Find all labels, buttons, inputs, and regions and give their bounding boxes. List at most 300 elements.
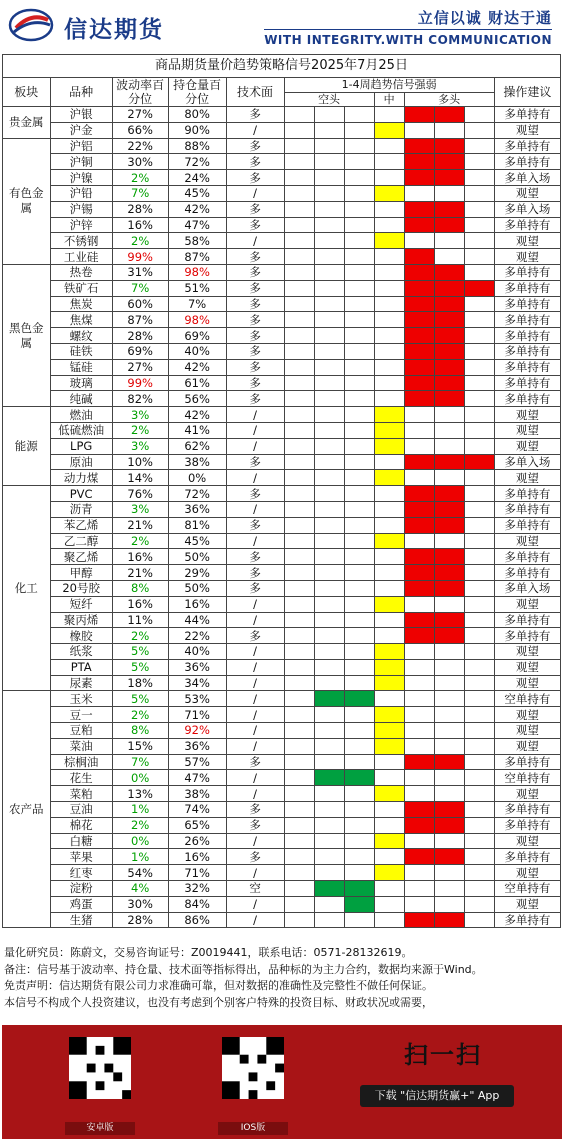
signal-cell-empty [344,596,374,612]
signal-cell-empty [404,596,434,612]
signal-cell-empty [344,454,374,470]
table-row [3,881,561,897]
oi-percentile: 34% [168,675,226,691]
signal-cell-empty [314,107,344,123]
signal-cell-empty [404,691,434,707]
oi-percentile: 65% [168,817,226,833]
signal-cell-long [404,754,434,770]
signal-cell-empty [344,343,374,359]
oi-percentile: 72% [168,154,226,170]
signal-cell-empty [464,122,494,138]
table-row [3,628,561,644]
oi-percentile: 86% [168,912,226,928]
signal-cell-empty [374,249,404,265]
oi-percentile: 44% [168,612,226,628]
signal-cell-empty [434,659,464,675]
advice: 多单持有 [494,312,560,328]
signal-cell-empty [464,407,494,423]
signal-cell-empty [434,533,464,549]
signal-cell-empty [374,501,404,517]
signal-cell-empty [434,438,464,454]
signal-cell-empty [404,233,434,249]
signal-cell-long [404,391,434,407]
signal-cell-empty [404,533,434,549]
product-name: 豆粕 [50,723,112,739]
advice: 观望 [494,865,560,881]
vol-percentile: 21% [112,517,168,533]
oi-percentile: 0% [168,470,226,486]
signal-cell-empty [374,296,404,312]
advice: 观望 [494,438,560,454]
vol-percentile: 22% [112,138,168,154]
vol-percentile: 28% [112,201,168,217]
signal-cell-long [404,343,434,359]
vol-percentile: 99% [112,375,168,391]
signal-cell-long [434,107,464,123]
signal-cell-short [314,691,344,707]
signal-cell-empty [434,881,464,897]
advice: 观望 [494,723,560,739]
advice: 多单入场 [494,170,560,186]
tech-signal: 多 [226,391,284,407]
signal-cell-empty [464,486,494,502]
table-row [3,122,561,138]
signal-cell-empty [464,849,494,865]
advice: 多单持有 [494,549,560,565]
advice: 多单持有 [494,486,560,502]
signal-cell-empty [344,912,374,928]
signal-cell-long [434,138,464,154]
signal-cell-long [434,580,464,596]
vol-percentile: 99% [112,249,168,265]
oi-percentile: 84% [168,896,226,912]
signal-cell-empty [374,343,404,359]
oi-percentile: 88% [168,138,226,154]
signal-cell-empty [344,138,374,154]
oi-percentile: 41% [168,422,226,438]
product-name: 白糖 [50,833,112,849]
advice: 空单持有 [494,691,560,707]
slogan-en: WITH INTEGRITY.WITH COMMUNICATION [264,33,552,47]
product-name: 不锈钢 [50,233,112,249]
signal-cell-neutral [374,185,404,201]
table-row [3,896,561,912]
ios-qr-icon[interactable] [222,1037,284,1099]
advice: 多单入场 [494,201,560,217]
signal-cell-long [434,454,464,470]
table-row [3,154,561,170]
signal-cell-empty [344,407,374,423]
vol-percentile: 60% [112,296,168,312]
vol-percentile: 7% [112,280,168,296]
signal-cell-empty [374,454,404,470]
tech-signal: / [226,470,284,486]
signal-cell-long [434,849,464,865]
oi-percentile: 72% [168,486,226,502]
advice: 多单持有 [494,628,560,644]
vol-percentile: 5% [112,644,168,660]
vol-percentile: 2% [112,170,168,186]
signal-cell-empty [434,723,464,739]
product-name: 原油 [50,454,112,470]
signal-cell-empty [314,612,344,628]
tech-signal: 多 [226,817,284,833]
signal-cell-long [434,359,464,375]
signal-cell-empty [284,138,314,154]
signal-cell-neutral [374,723,404,739]
advice: 观望 [494,644,560,660]
signal-cell-empty [314,217,344,233]
product-name: PVC [50,486,112,502]
vol-percentile: 27% [112,107,168,123]
oi-percentile: 53% [168,691,226,707]
signal-cell-empty [284,675,314,691]
signal-cell-empty [434,738,464,754]
col-vol: 波动率百分位 [112,78,168,107]
vol-percentile: 8% [112,580,168,596]
signal-cell-long [404,802,434,818]
oi-percentile: 50% [168,549,226,565]
oi-percentile: 74% [168,802,226,818]
signal-cell-empty [404,865,434,881]
table-row [3,233,561,249]
signal-cell-neutral [374,422,404,438]
signal-cell-empty [284,786,314,802]
vol-percentile: 28% [112,912,168,928]
col-advice: 操作建议 [494,78,560,107]
signal-cell-empty [314,438,344,454]
ios-label: IOS版 [218,1122,288,1135]
vol-percentile: 16% [112,217,168,233]
signal-cell-empty [344,233,374,249]
table-row [3,422,561,438]
signal-cell-empty [464,549,494,565]
oi-percentile: 71% [168,707,226,723]
signal-cell-empty [464,896,494,912]
product-name: 硅铁 [50,343,112,359]
vol-percentile: 11% [112,612,168,628]
vol-percentile: 15% [112,738,168,754]
sector-name: 化工 [3,486,51,691]
table-row [3,138,561,154]
footer-disclaimer: 免责声明：信达期货有限公司力求准确可靠，但对数据的准确性及完整性不做任何保证。 [4,979,433,992]
oi-percentile: 51% [168,280,226,296]
product-name: 低硫燃油 [50,422,112,438]
signal-cell-empty [314,707,344,723]
signal-cell-empty [284,122,314,138]
signal-cell-empty [404,644,434,660]
signal-cell-empty [374,154,404,170]
advice: 观望 [494,533,560,549]
oi-percentile: 71% [168,865,226,881]
signal-cell-long [404,264,434,280]
signal-cell-empty [374,817,404,833]
product-name: 棕榈油 [50,754,112,770]
signal-cell-empty [284,691,314,707]
signal-cell-neutral [374,738,404,754]
signal-cell-empty [464,754,494,770]
table-row [3,264,561,280]
tech-signal: 多 [226,343,284,359]
advice: 观望 [494,659,560,675]
tech-signal: 多 [226,628,284,644]
signal-cell-long [434,264,464,280]
signal-cell-long [404,565,434,581]
oi-percentile: 92% [168,723,226,739]
product-name: 纸浆 [50,644,112,660]
signal-cell-empty [284,438,314,454]
signal-cell-empty [464,185,494,201]
tech-signal: 多 [226,170,284,186]
signal-cell-long [404,154,434,170]
signal-cell-empty [284,881,314,897]
signal-cell-empty [434,249,464,265]
signal-cell-empty [464,343,494,359]
signal-cell-empty [284,754,314,770]
signal-cell-empty [284,612,314,628]
product-name: 动力煤 [50,470,112,486]
signal-cell-long [404,296,434,312]
signal-cell-empty [344,470,374,486]
signal-cell-empty [284,375,314,391]
signal-cell-long [434,486,464,502]
signal-cell-empty [344,249,374,265]
signal-cell-empty [344,849,374,865]
signal-cell-empty [284,170,314,186]
signal-cell-empty [374,565,404,581]
signal-cell-empty [344,517,374,533]
tech-signal: 多 [226,201,284,217]
signal-cell-empty [284,107,314,123]
tech-signal: 多 [226,249,284,265]
signal-cell-empty [374,770,404,786]
table-row [3,723,561,739]
signal-cell-empty [314,817,344,833]
signal-cell-empty [374,138,404,154]
signal-cell-empty [464,833,494,849]
signal-cell-empty [464,628,494,644]
signal-cell-empty [314,517,344,533]
advice: 观望 [494,185,560,201]
signal-cell-long [404,280,434,296]
signal-cell-empty [464,422,494,438]
tech-signal: / [226,738,284,754]
tech-signal: / [226,659,284,675]
signal-cell-empty [464,470,494,486]
tech-signal: / [226,501,284,517]
cinda-logo-icon [8,8,54,42]
signal-cell-empty [434,786,464,802]
signal-cell-empty [284,280,314,296]
signal-cell-empty [284,628,314,644]
product-name: 玉米 [50,691,112,707]
product-name: 短纤 [50,596,112,612]
signal-cell-empty [284,264,314,280]
tech-signal: 多 [226,754,284,770]
vol-percentile: 27% [112,359,168,375]
signal-cell-empty [344,817,374,833]
signal-cell-neutral [374,644,404,660]
signal-cell-empty [464,802,494,818]
signal-table [2,54,561,928]
signal-cell-empty [464,533,494,549]
table-row [3,691,561,707]
tech-signal: / [226,596,284,612]
signal-cell-empty [344,375,374,391]
oi-percentile: 22% [168,628,226,644]
signal-cell-empty [374,486,404,502]
advice: 观望 [494,407,560,423]
tech-signal: 多 [226,486,284,502]
download-app-button[interactable]: 下载 "信达期货赢+" App [360,1085,514,1107]
signal-cell-long [464,454,494,470]
signal-cell-empty [434,896,464,912]
tech-signal: / [226,533,284,549]
tech-signal: / [226,122,284,138]
signal-cell-empty [464,312,494,328]
table-row [3,817,561,833]
signal-cell-neutral [374,438,404,454]
tech-signal: / [226,707,284,723]
tech-signal: 多 [226,312,284,328]
signal-cell-empty [284,517,314,533]
table-row [3,596,561,612]
vol-percentile: 21% [112,565,168,581]
signal-cell-empty [374,280,404,296]
signal-cell-empty [464,565,494,581]
tech-signal: 多 [226,454,284,470]
signal-cell-empty [284,865,314,881]
signal-cell-empty [344,122,374,138]
signal-cell-empty [464,154,494,170]
tech-signal: / [226,185,284,201]
table-row [3,312,561,328]
signal-cell-long [404,312,434,328]
signal-cell-empty [344,296,374,312]
signal-cell-empty [344,659,374,675]
advice: 多单持有 [494,154,560,170]
android-qr-icon[interactable] [69,1037,131,1099]
advice: 观望 [494,896,560,912]
signal-cell-empty [344,312,374,328]
signal-cell-empty [374,912,404,928]
signal-cell-empty [464,596,494,612]
vol-percentile: 30% [112,896,168,912]
tech-signal: / [226,691,284,707]
signal-cell-empty [464,375,494,391]
signal-cell-empty [374,628,404,644]
signal-cell-empty [314,454,344,470]
signal-cell-empty [464,865,494,881]
table-row [3,391,561,407]
signal-cell-empty [314,280,344,296]
signal-cell-empty [314,628,344,644]
signal-cell-empty [314,786,344,802]
signal-cell-empty [374,359,404,375]
signal-cell-long [434,549,464,565]
footer-researcher: 量化研究员：陈蔚文，交易咨询证号：Z0019441，联系电话：0571-28132619。 [4,946,413,959]
advice: 多单持有 [494,359,560,375]
signal-cell-empty [314,470,344,486]
signal-cell-empty [284,454,314,470]
advice: 观望 [494,596,560,612]
tech-signal: 多 [226,517,284,533]
signal-cell-long [434,343,464,359]
product-name: 甲醇 [50,565,112,581]
table-row [3,359,561,375]
signal-cell-neutral [374,833,404,849]
signal-cell-empty [284,486,314,502]
signal-cell-short [344,881,374,897]
advice: 多单持有 [494,391,560,407]
signal-cell-long [404,517,434,533]
signal-cell-empty [284,549,314,565]
signal-cell-long [404,201,434,217]
col-sector: 板块 [3,78,51,107]
table-row [3,738,561,754]
signal-cell-empty [314,549,344,565]
table-row [3,849,561,865]
table-row [3,454,561,470]
signal-cell-empty [434,470,464,486]
signal-cell-empty [314,723,344,739]
vol-percentile: 7% [112,754,168,770]
footer-note: 备注：信号基于波动率、持仓量、技术面等指标得出，品种标的为主力合约，数据均来源于Wind。 [4,962,483,976]
signal-cell-long [434,517,464,533]
signal-cell-empty [434,644,464,660]
table-row [3,170,561,186]
advice: 观望 [494,786,560,802]
col-long: 多头 [404,92,494,107]
vol-percentile: 2% [112,628,168,644]
signal-cell-empty [404,723,434,739]
oi-percentile: 56% [168,391,226,407]
table-row [3,296,561,312]
signal-cell-empty [314,896,344,912]
col-tech: 技术面 [226,78,284,107]
tech-signal: / [226,438,284,454]
signal-cell-empty [314,296,344,312]
oi-percentile: 62% [168,438,226,454]
signal-cell-long [404,501,434,517]
signal-cell-empty [344,107,374,123]
advice: 多单持有 [494,517,560,533]
product-name: 沪金 [50,122,112,138]
product-name: 沥青 [50,501,112,517]
oi-percentile: 61% [168,375,226,391]
signal-cell-empty [314,233,344,249]
signal-cell-empty [464,138,494,154]
signal-cell-empty [344,501,374,517]
oi-percentile: 26% [168,833,226,849]
vol-percentile: 69% [112,343,168,359]
signal-cell-empty [464,359,494,375]
tech-signal: 多 [226,138,284,154]
signal-cell-long [434,201,464,217]
col-short: 空头 [284,92,374,107]
signal-cell-empty [284,802,314,818]
signal-cell-empty [284,833,314,849]
product-name: 豆油 [50,802,112,818]
signal-cell-long [404,486,434,502]
signal-cell-long [434,501,464,517]
signal-cell-empty [344,422,374,438]
signal-cell-neutral [374,865,404,881]
signal-cell-empty [314,596,344,612]
table-row [3,280,561,296]
tech-signal: / [226,675,284,691]
signal-cell-short [344,770,374,786]
